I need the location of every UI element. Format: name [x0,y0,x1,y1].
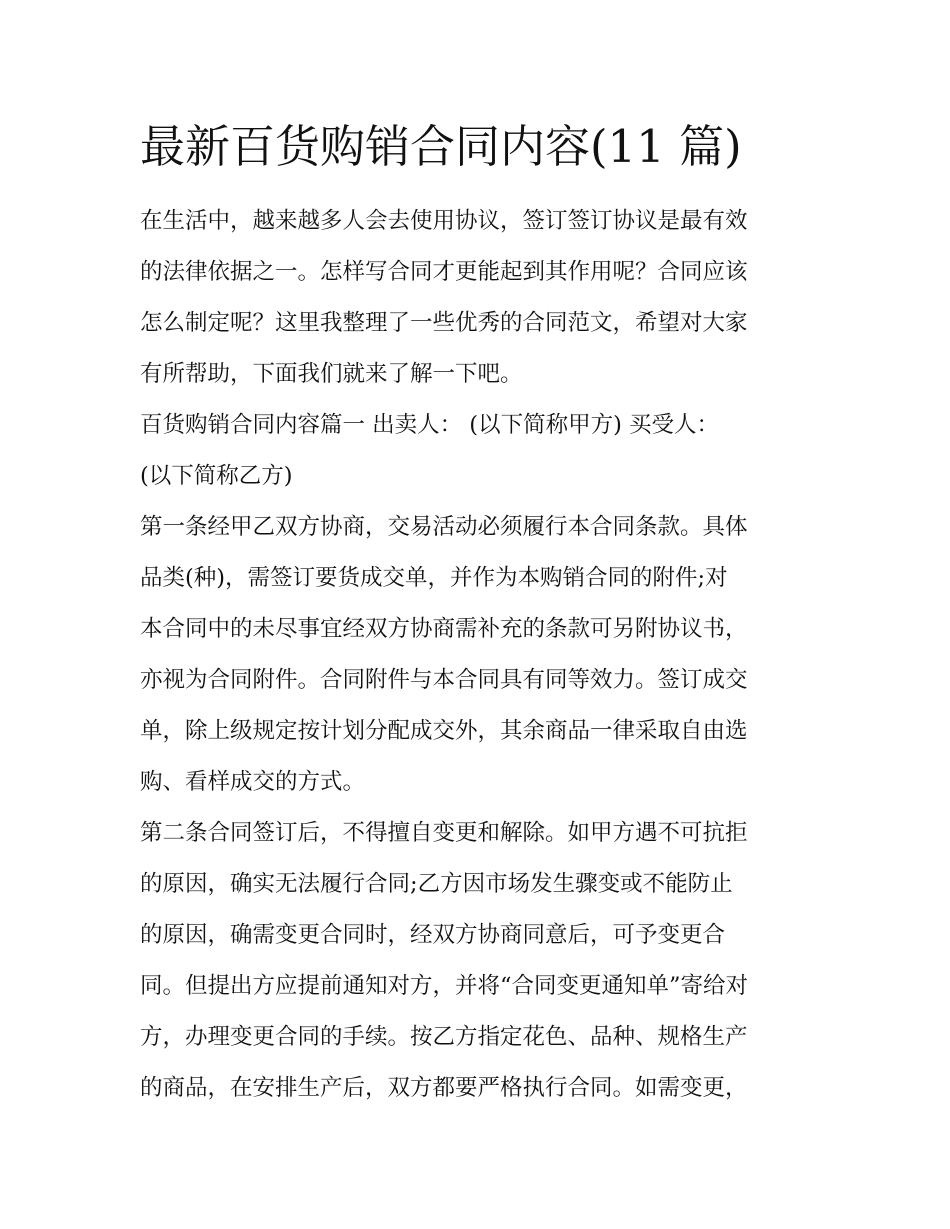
body-line: 百货购销合同内容篇一 出卖人： (以下简称甲方) 买受人： [140,412,720,438]
body-line: 的原因，确实无法履行合同;乙方因市场发生骤变或不能防止 [140,871,733,897]
body-line: 的商品，在安排生产后，双方都要严格执行合同。如需变更， [140,1075,748,1101]
body-line: 购、看样成交的方式。 [140,769,366,795]
document-body [140,196,830,1114]
body-line: 第一条经甲乙双方协商，交易活动必须履行本合同条款。具体 [140,514,748,540]
document-title: 最新百货购销合同内容(11 篇) [140,120,742,173]
body-line: 同。但提出方应提前通知对方，并将“合同变更通知单”寄给对 [140,973,749,999]
body-line: 怎么制定呢？这里我整理了一些优秀的合同范文，希望对大家 [140,310,748,336]
body-line: 在生活中，越来越多人会去使用协议，签订签订协议是最有效 [140,208,748,234]
body-line: 的原因，确需变更合同时，经双方协商同意后，可予变更合 [140,922,726,948]
body-line: 单，除上级规定按计划分配成交外，其余商品一律采取自由选 [140,718,748,744]
body-line: 方，办理变更合同的手续。按乙方指定花色、品种、规格生产 [140,1024,748,1050]
body-line: 有所帮助，下面我们就来了解一下吧。 [140,361,523,387]
body-line: 亦视为合同附件。合同附件与本合同具有同等效力。签订成交 [140,667,748,693]
body-line: 品类(种)，需签订要货成交单，并作为本购销合同的附件;对 [140,565,728,591]
body-line: (以下简称乙方) [140,463,293,489]
body-line: 的法律依据之一。怎样写合同才更能起到其作用呢？合同应该 [140,259,748,285]
body-line: 本合同中的未尽事宜经双方协商需补充的条款可另附协议书， [140,616,748,642]
body-line: 第二条合同签订后，不得擅自变更和解除。如甲方遇不可抗拒 [140,820,748,846]
